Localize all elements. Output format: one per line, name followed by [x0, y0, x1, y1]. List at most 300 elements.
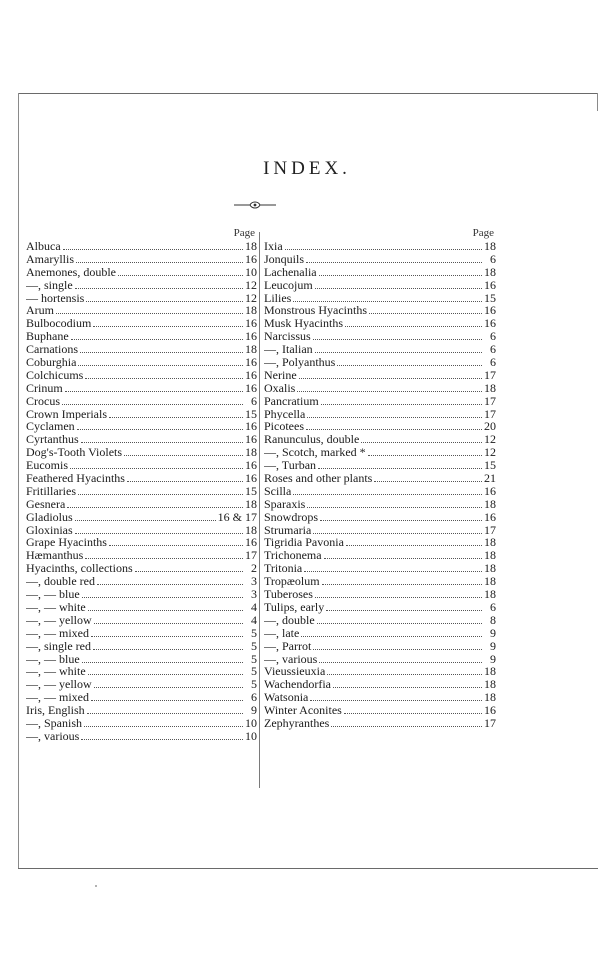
index-entry	[26, 459, 257, 472]
index-entry-page: 10	[245, 265, 257, 279]
dot-leader	[319, 653, 482, 663]
index-entry-name: Arum	[26, 304, 54, 318]
index-entry-page: 6	[490, 330, 496, 344]
index-entry	[264, 575, 496, 588]
index-entry-name: Bulbocodium	[26, 317, 92, 331]
index-entry	[26, 369, 257, 382]
dot-leader	[304, 562, 482, 572]
index-entry	[26, 704, 257, 717]
index-entry-name: Nerine	[264, 368, 297, 382]
index-entry-page: 18	[245, 497, 257, 511]
index-entry	[264, 704, 496, 717]
index-entry	[264, 678, 496, 691]
index-entry-page: 17	[484, 368, 496, 382]
dot-leader	[78, 485, 243, 495]
paper-speck	[95, 885, 97, 887]
index-entry-name: —, — white	[26, 665, 86, 679]
dot-leader	[337, 356, 482, 366]
index-entry-page: 18	[245, 446, 257, 460]
index-entry-page: 18	[484, 265, 496, 279]
dot-leader	[374, 472, 482, 482]
dot-leader	[313, 524, 482, 534]
dot-leader	[76, 253, 243, 263]
dot-leader	[75, 511, 216, 521]
index-entry	[26, 240, 257, 253]
index-entry-page: 4	[251, 600, 257, 614]
index-entry-page: 18	[484, 575, 496, 589]
dot-leader	[63, 240, 243, 250]
index-entry-name: —, late	[264, 626, 300, 640]
index-entry-page: 16	[245, 433, 257, 447]
index-entry-page: 5	[251, 626, 257, 640]
index-entry-page: 3	[251, 588, 257, 601]
index-entry-name: —, single red	[26, 639, 91, 653]
index-entry-name: Ixia	[264, 240, 283, 253]
page-title: INDEX.	[263, 158, 351, 179]
index-entry-page: 10	[245, 716, 257, 730]
index-entry	[264, 562, 496, 575]
index-entry	[264, 691, 496, 704]
index-entry	[264, 382, 496, 395]
dot-leader	[307, 498, 482, 508]
index-entry-page: 6	[490, 356, 496, 369]
index-entry	[26, 433, 257, 446]
index-entry-name: Grape Hyacinths	[26, 536, 107, 550]
index-entry	[26, 382, 257, 395]
index-entry	[264, 266, 496, 279]
index-entry-name: Amaryllis	[26, 252, 74, 266]
index-entry-name: Strumaria	[264, 523, 312, 537]
dot-leader	[361, 433, 482, 443]
dot-leader	[87, 704, 243, 714]
index-entry	[264, 446, 496, 459]
index-entry-name: —, Parrot	[264, 639, 312, 653]
index-entry	[264, 330, 496, 343]
index-entry-page: 8	[490, 613, 496, 627]
dot-leader	[109, 536, 243, 546]
index-entry-name: Trichonema	[264, 549, 322, 563]
index-entry-name: —, single	[26, 278, 73, 292]
index-entry-page: 16	[484, 484, 496, 498]
index-entry-name: Tropæolum	[264, 575, 320, 589]
index-entry-name: Watsonia	[264, 691, 309, 705]
dot-leader	[93, 640, 243, 650]
index-entry	[26, 395, 257, 408]
index-entry	[264, 614, 496, 627]
index-entry-page: 18	[484, 497, 496, 511]
dot-leader	[135, 562, 243, 572]
dot-leader	[285, 240, 482, 250]
frame-rule-top	[18, 93, 598, 94]
index-entry	[26, 408, 257, 421]
index-entry	[26, 549, 257, 562]
index-entry	[264, 588, 496, 601]
index-entry-page: 16	[245, 536, 257, 550]
index-entry	[26, 498, 257, 511]
dot-leader	[85, 549, 243, 559]
dot-leader	[80, 343, 243, 353]
dot-leader	[81, 730, 243, 740]
index-entry-page: 17	[484, 407, 496, 421]
dot-leader	[345, 317, 482, 327]
index-entry-page: 16	[245, 330, 257, 344]
index-entry-page: 5	[251, 652, 257, 666]
index-entry-name: Winter Aconites	[264, 704, 342, 717]
index-entry-name: Coburghia	[26, 356, 77, 369]
index-entry-page: 18	[484, 536, 496, 550]
index-entry-name: Buphane	[26, 330, 69, 344]
index-entry-name: Scilla	[264, 484, 292, 498]
index-entry-name: Tritonia	[264, 562, 303, 576]
index-entry-name: Hæmanthus	[26, 549, 84, 563]
index-entry	[264, 459, 496, 472]
index-entry-page: 18	[484, 240, 496, 253]
dot-leader	[315, 343, 482, 353]
index-entry-page: 16	[245, 381, 257, 395]
dot-leader	[321, 395, 482, 405]
index-entry-page: 18	[484, 678, 496, 692]
index-entry-name: —, — mixed	[26, 691, 89, 705]
index-entry-page: 16	[245, 472, 257, 485]
index-entry-page: 16	[484, 304, 496, 318]
frame-rule-left	[18, 93, 19, 868]
dot-leader	[88, 601, 243, 611]
index-entry	[264, 433, 496, 446]
index-entry	[264, 717, 496, 730]
index-entry-page: 12	[484, 433, 496, 447]
index-entry	[264, 498, 496, 511]
index-entry-page: 9	[490, 652, 496, 666]
ornament-divider-icon	[232, 199, 278, 211]
index-entry-name: —, Polyanthus	[264, 356, 336, 369]
index-entry	[26, 536, 257, 549]
dot-leader	[82, 588, 243, 598]
dot-leader	[62, 395, 243, 405]
index-entry-name: Leucojum	[264, 278, 313, 292]
index-entry-page: 21	[484, 472, 496, 485]
dot-leader	[94, 678, 243, 688]
index-entry-page: 16	[484, 704, 496, 717]
dot-leader	[315, 588, 482, 598]
index-entry	[26, 279, 257, 292]
dot-leader	[78, 356, 243, 366]
index-entry-name: Jonquils	[264, 252, 305, 266]
index-entry	[264, 356, 496, 369]
index-entry-name: Tuberoses	[264, 588, 313, 601]
dot-leader	[293, 292, 482, 302]
index-entry-page: 3	[251, 575, 257, 589]
index-entry-name: Sparaxis	[264, 497, 306, 511]
dot-leader	[97, 575, 243, 585]
index-entry	[26, 266, 257, 279]
index-entry	[26, 691, 257, 704]
dot-leader	[124, 446, 243, 456]
index-entry-page: 17	[484, 394, 496, 408]
index-entry	[26, 601, 257, 614]
index-entry-name: Lachenalia	[264, 265, 317, 279]
index-entry-name: —, double red	[26, 575, 95, 589]
index-entry-page: 18	[245, 523, 257, 537]
index-entry-name: Gesnera	[26, 497, 66, 511]
index-entry-page: 18	[484, 588, 496, 601]
index-entry-name: Wachendorfia	[264, 678, 331, 692]
index-list-left	[26, 240, 257, 743]
index-entry	[264, 640, 496, 653]
index-entry-page: 18	[484, 691, 496, 705]
index-entry	[264, 665, 496, 678]
index-entry-name: Zephyranthes	[264, 716, 330, 730]
dot-leader	[331, 717, 482, 727]
dot-leader	[75, 524, 243, 534]
index-entry-name: —, Scotch, marked *	[264, 446, 366, 460]
index-entry-name: Musk Hyacinths	[264, 317, 343, 331]
index-entry-name: —, — blue	[26, 588, 80, 601]
index-entry-page: 16	[245, 459, 257, 473]
dot-leader	[315, 279, 482, 289]
dot-leader	[127, 472, 243, 482]
index-entry	[264, 472, 496, 485]
index-entry-page: 18	[484, 549, 496, 563]
dot-leader	[320, 511, 482, 521]
index-entry-name: Gloxinias	[26, 523, 73, 537]
dot-leader	[344, 704, 482, 714]
index-entry	[264, 369, 496, 382]
index-entry	[264, 601, 496, 614]
index-entry-page: 18	[245, 240, 257, 253]
dot-leader	[301, 627, 482, 637]
index-entry-name: Fritillaries	[26, 484, 76, 498]
index-entry-page: 16	[245, 420, 257, 434]
index-entry	[264, 240, 496, 253]
index-entry-name: Anemones, double	[26, 265, 116, 279]
index-entry-page: 5	[251, 678, 257, 692]
index-entry	[264, 292, 496, 305]
index-entry-page: 16	[484, 278, 496, 292]
dot-leader	[56, 304, 243, 314]
dot-leader	[88, 665, 243, 675]
index-entry-name: Phycella	[264, 407, 306, 421]
index-entry	[26, 627, 257, 640]
index-entry	[26, 717, 257, 730]
dot-leader	[346, 536, 482, 546]
index-entry	[264, 279, 496, 292]
dot-leader	[326, 601, 482, 611]
index-entry-page: 15	[484, 291, 496, 305]
index-entry-page: 9	[490, 639, 496, 653]
index-entry	[26, 588, 257, 601]
dot-leader	[77, 420, 243, 430]
index-entry-page: 18	[484, 381, 496, 395]
index-entry-page: 2	[251, 562, 257, 576]
index-entry	[264, 524, 496, 537]
index-entry-page: 16 & 17	[217, 510, 257, 524]
dot-leader	[71, 330, 243, 340]
index-entry-name: Roses and other plants	[264, 472, 373, 485]
dot-leader	[75, 279, 243, 289]
dot-leader	[299, 369, 482, 379]
dot-leader	[310, 691, 482, 701]
index-entry	[26, 330, 257, 343]
index-entry-page: 16	[484, 317, 496, 331]
dot-leader	[85, 369, 243, 379]
dot-leader	[86, 292, 243, 302]
index-entry	[264, 420, 496, 433]
index-entry-name: Narcissus	[264, 330, 311, 344]
index-entry	[26, 730, 257, 743]
index-entry-name: Pancratium	[264, 394, 319, 408]
index-entry-page: 12	[245, 278, 257, 292]
dot-leader	[319, 266, 482, 276]
index-entry-name: Crinum	[26, 381, 63, 395]
index-entry-page: 6	[490, 343, 496, 357]
dot-leader	[322, 575, 482, 585]
dot-leader	[306, 253, 482, 263]
index-entry-page: 18	[245, 343, 257, 357]
index-entry	[264, 653, 496, 666]
dot-leader	[293, 485, 482, 495]
index-entry-page: 15	[245, 484, 257, 498]
index-entry-name: Ranunculus, double	[264, 433, 360, 447]
index-entry-page: 16	[245, 356, 257, 369]
dot-leader	[297, 382, 482, 392]
frame-rule-bottom	[18, 868, 598, 869]
index-entry	[26, 511, 257, 524]
index-entry	[264, 343, 496, 356]
index-entry-page: 18	[484, 562, 496, 576]
index-entry-page: 6	[251, 691, 257, 705]
index-entry-page: 20	[484, 420, 496, 434]
index-entry-name: Tigridia Pavonia	[264, 536, 344, 550]
index-entry	[26, 420, 257, 433]
index-entry-name: Vieussieuxia	[264, 665, 326, 679]
dot-leader	[368, 446, 482, 456]
index-entry-page: 17	[484, 716, 496, 730]
index-entry-name: Colchicums	[26, 368, 84, 382]
dot-leader	[369, 304, 482, 314]
index-entry-name: —, Spanish	[26, 716, 83, 730]
index-entry-name: Crown Imperials	[26, 407, 107, 421]
index-entry	[264, 317, 496, 330]
index-entry	[264, 536, 496, 549]
index-entry-page: 12	[245, 291, 257, 305]
index-entry	[26, 472, 257, 485]
index-entry-page: 10	[245, 729, 257, 743]
index-entry-name: —, — yellow	[26, 613, 92, 627]
index-entry	[26, 653, 257, 666]
index-entry-name: Eucomis	[26, 459, 68, 473]
index-entry-page: 6	[490, 600, 496, 614]
index-entry-page: 16	[245, 317, 257, 331]
index-entry	[26, 524, 257, 537]
index-entry	[26, 485, 257, 498]
index-entry-page: 18	[245, 304, 257, 318]
index-entry-page: 16	[245, 252, 257, 266]
index-entry-page: 9	[490, 626, 496, 640]
dot-leader	[81, 433, 243, 443]
index-entry-name: —, double	[264, 613, 315, 627]
dot-leader	[313, 640, 482, 650]
index-entry-name: Feathered Hyacinths	[26, 472, 125, 485]
index-entry-name: Cyclamen	[26, 420, 75, 434]
dot-leader	[333, 678, 482, 688]
index-entry-page: 17	[245, 549, 257, 563]
index-entry-name: Cyrtanthus	[26, 433, 79, 447]
index-entry-name: Iris, English	[26, 704, 85, 717]
index-entry-name: —, Turban	[264, 459, 317, 473]
dot-leader	[118, 266, 243, 276]
dot-leader	[307, 408, 482, 418]
index-entry-name: Crocus	[26, 394, 60, 408]
index-entry	[264, 485, 496, 498]
index-column-right	[264, 226, 496, 730]
index-entry	[26, 678, 257, 691]
page-column-heading-right: Page	[472, 227, 494, 239]
index-entry-name: Tulips, early	[264, 600, 325, 614]
index-entry-name: —, Italian	[264, 343, 313, 357]
dot-leader	[306, 420, 482, 430]
index-entry-name: Dog's-Tooth Violets	[26, 446, 123, 460]
index-entry-name: Lilies	[264, 291, 292, 305]
index-entry	[26, 640, 257, 653]
index-column-left	[26, 226, 257, 743]
dot-leader	[91, 627, 243, 637]
index-entry-name: —, various	[26, 729, 80, 743]
dot-leader	[94, 614, 243, 624]
index-entry-page: 17	[484, 523, 496, 537]
frame-rule-right	[597, 93, 598, 111]
index-entry-name: Hyacinths, collections	[26, 562, 133, 576]
index-entry	[26, 575, 257, 588]
dot-leader	[91, 691, 243, 701]
index-entry-name: —, — mixed	[26, 626, 89, 640]
index-entry-name: —, various	[264, 652, 318, 666]
dot-leader	[70, 459, 243, 469]
index-entry-name: Monstrous Hyacinths	[264, 304, 367, 318]
index-entry	[264, 627, 496, 640]
dot-leader	[318, 459, 482, 469]
dot-leader	[82, 653, 243, 663]
index-entry-name: Gladiolus	[26, 510, 73, 524]
index-entry	[264, 549, 496, 562]
index-entry-name: —, — blue	[26, 652, 80, 666]
index-entry-name: Picotees	[264, 420, 304, 434]
index-entry-page: 12	[484, 446, 496, 460]
dot-leader	[317, 614, 482, 624]
index-entry-page: 6	[251, 394, 257, 408]
index-entry	[26, 292, 257, 305]
index-entry-page: 15	[245, 407, 257, 421]
index-entry-page: 4	[251, 613, 257, 627]
index-entry	[26, 317, 257, 330]
index-entry-page: 18	[484, 665, 496, 679]
index-entry-name: Oxalis	[264, 381, 296, 395]
index-entry	[264, 511, 496, 524]
index-entry	[26, 665, 257, 678]
index-entry	[26, 343, 257, 356]
index-entry-name: Snowdrops	[264, 510, 319, 524]
index-entry-page: 5	[251, 639, 257, 653]
dot-leader	[65, 382, 243, 392]
dot-leader	[313, 330, 482, 340]
index-entry-page: 5	[251, 665, 257, 679]
index-entry	[264, 304, 496, 317]
dot-leader	[67, 498, 243, 508]
index-entry	[264, 253, 496, 266]
dot-leader	[324, 549, 482, 559]
index-entry	[26, 562, 257, 575]
index-entry-page: 16	[245, 368, 257, 382]
index-entry	[26, 614, 257, 627]
